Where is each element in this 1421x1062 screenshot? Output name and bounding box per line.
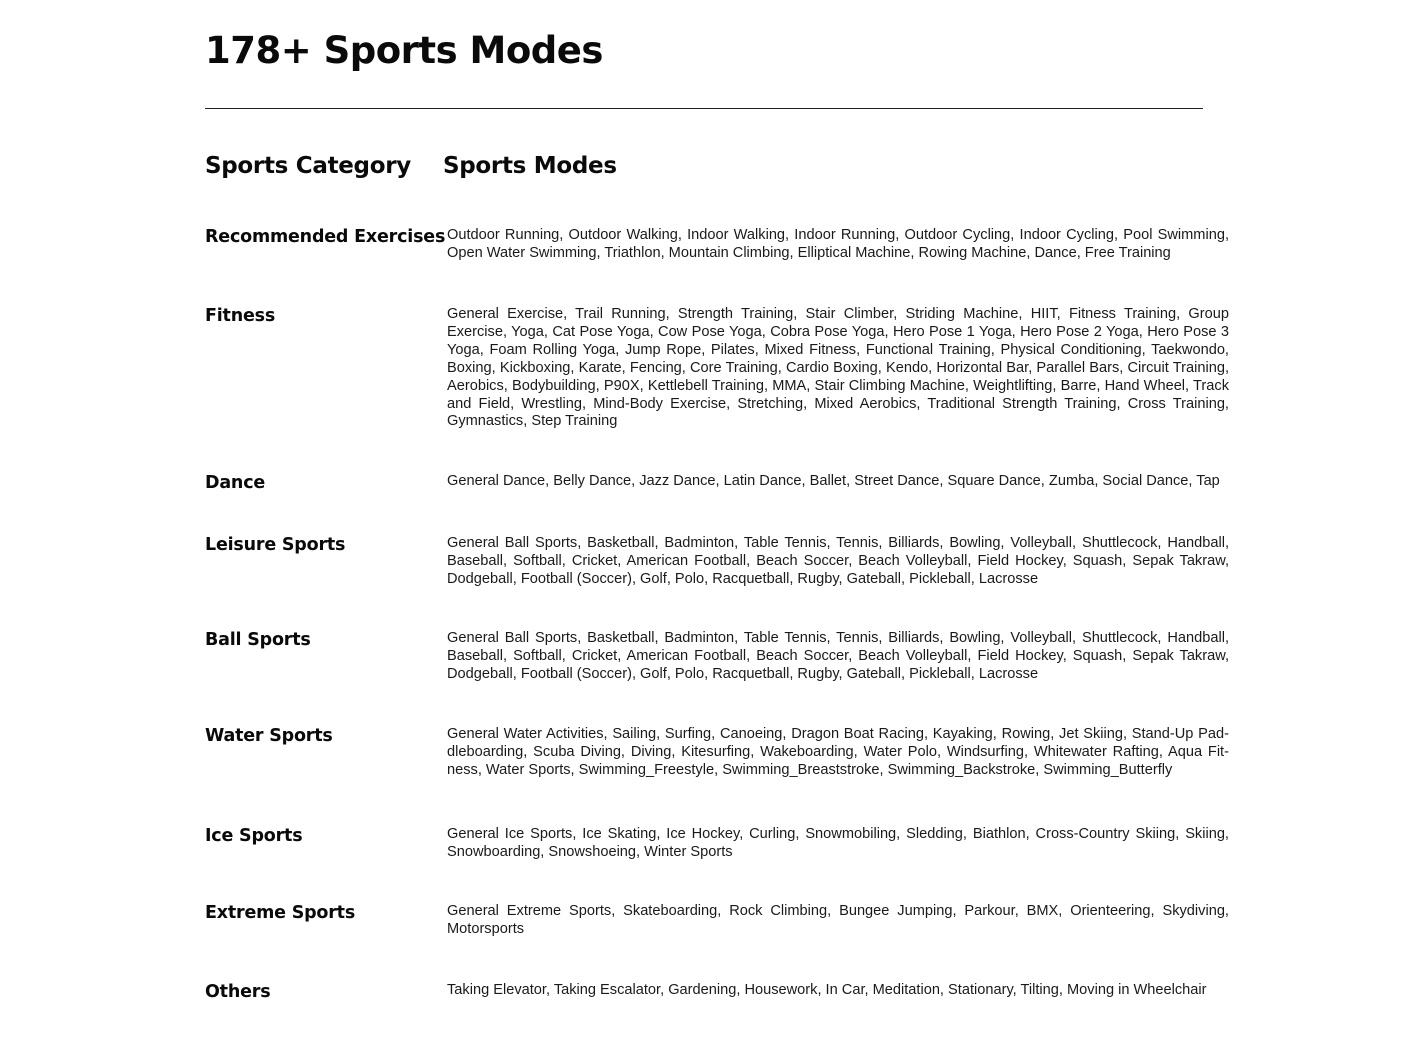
category-label: Recommended Exercises [205,227,446,247]
modes-text: Taking Elevator, Taking Escalator, Gardening, Housework, In Car, Meditation, Stationary, Tilting, Moving in Wheelchair [447,982,1207,998]
modes-text: General Ice Sports, Ice Skating, Ice Hockey, Curling, Snowmobiling, Sledding, Biathlon, Cross-Country Skiing, Skiing, Snowboarding, Snowshoeing, Winter Sports [447,826,1229,860]
category-label: Extreme Sports [205,903,356,923]
modes-text: General Exercise, Trail Running, Strength Training, Stair Climber, Striding Machine, HIIT, Fitness Training, Group Exercise, Yoga, Cat Pose Yoga, Cow Pose Yoga, Cobra Pose Yoga, Hero Pose 1 Yoga, Hero Pose 2 Yoga, Hero Pose 3 Yoga, Foam Rolling Yoga, Jump Rope, Pilates, Mixed Fitness, Functional Training, Physical Conditioning, Taekwondo, Boxing, Kickboxing, Karate, Fencing, Core Training, Cardio Boxing, Kendo, Horizontal Bar, Parallel Bars, Circuit Training, Aerobics, Bodybuilding, P90X, Kettlebell Training, MMA, Stair Climbing Machine, Weightlifting, Barre, Hand Wheel, Track and Field, Wrestling, Mind-Body Exercise, Stretching, Mixed Aerobics, Traditional Strength Training, Cross Training, Gymnastics, Step Training [447,306,1229,430]
category-label: Ice Sports [205,826,303,846]
column-header-modes: Sports Modes [443,153,617,179]
category-label: Others [205,982,271,1002]
category-label: Leisure Sports [205,535,346,555]
column-header-category: Sports Category [205,153,411,179]
category-label: Fitness [205,306,276,326]
modes-text: Outdoor Running, Outdoor Walking, Indoor Walking, Indoor Running, Outdoor Cycling, Indoor Cycling, Pool Swimming, Open Water Swimming, Triathlon, Mountain Climbing, Elliptical Machine, Rowing Machine, Dance, Free Training [447,227,1229,261]
modes-text: General Ball Sports, Basketball, Badminton, Table Tennis, Tennis, Billiards, Bowling, Volleyball, Shuttlecock, Handball, Baseball, Softball, Cricket, American Football, Beach Soccer, Beach Volleyball, Field Hockey, Squash, Sepak Takraw, Dodgeball, Football (Soccer), Golf, Polo, Racquetball, Rugby, Gateball, Pickleball, Lacrosse [447,630,1229,682]
category-label: Dance [205,473,266,493]
modes-text: General Extreme Sports, Skateboarding, Rock Climbing, Bungee Jumping, Parkour, BMX, Orienteering, Skydiving, Motorsports [447,903,1229,937]
modes-text: General Ball Sports, Basketball, Badminton, Table Tennis, Tennis, Billiards, Bowling, Volleyball, Shuttlecock, Handball, Baseball, Softball, Cricket, American Football, Beach Soccer, Beach Volleyball, Field Hockey, Squash, Sepak Takraw, Dodgeball, Football (Soccer), Golf, Polo, Racquetball, Rugby, Gateball, Pickleball, Lacrosse [447,535,1229,587]
category-label: Ball Sports [205,630,311,650]
modes-text: General Water Activities, Sailing, Surfing, Canoeing, Dragon Boat Racing, Kayaking, Rowing, Jet Skiing, Stand-Up Paddleboarding, Scuba Diving, Diving, Kitesurfing, Wakeboarding, Water Polo, Windsurfing, Whitewater Rafting, Aqua Fitness, Water Sports, Swimming_Freestyle, Swimming_Breaststroke, Swimming_Backstroke, Swimming_Butterfly [447,726,1229,778]
category-label: Water Sports [205,726,333,746]
page-title: 178+ Sports Modes [205,29,603,72]
title-divider [205,108,1203,109]
modes-text: General Dance, Belly Dance, Jazz Dance, Latin Dance, Ballet, Street Dance, Square Dance, Zumba, Social Dance, Tap [447,473,1220,489]
